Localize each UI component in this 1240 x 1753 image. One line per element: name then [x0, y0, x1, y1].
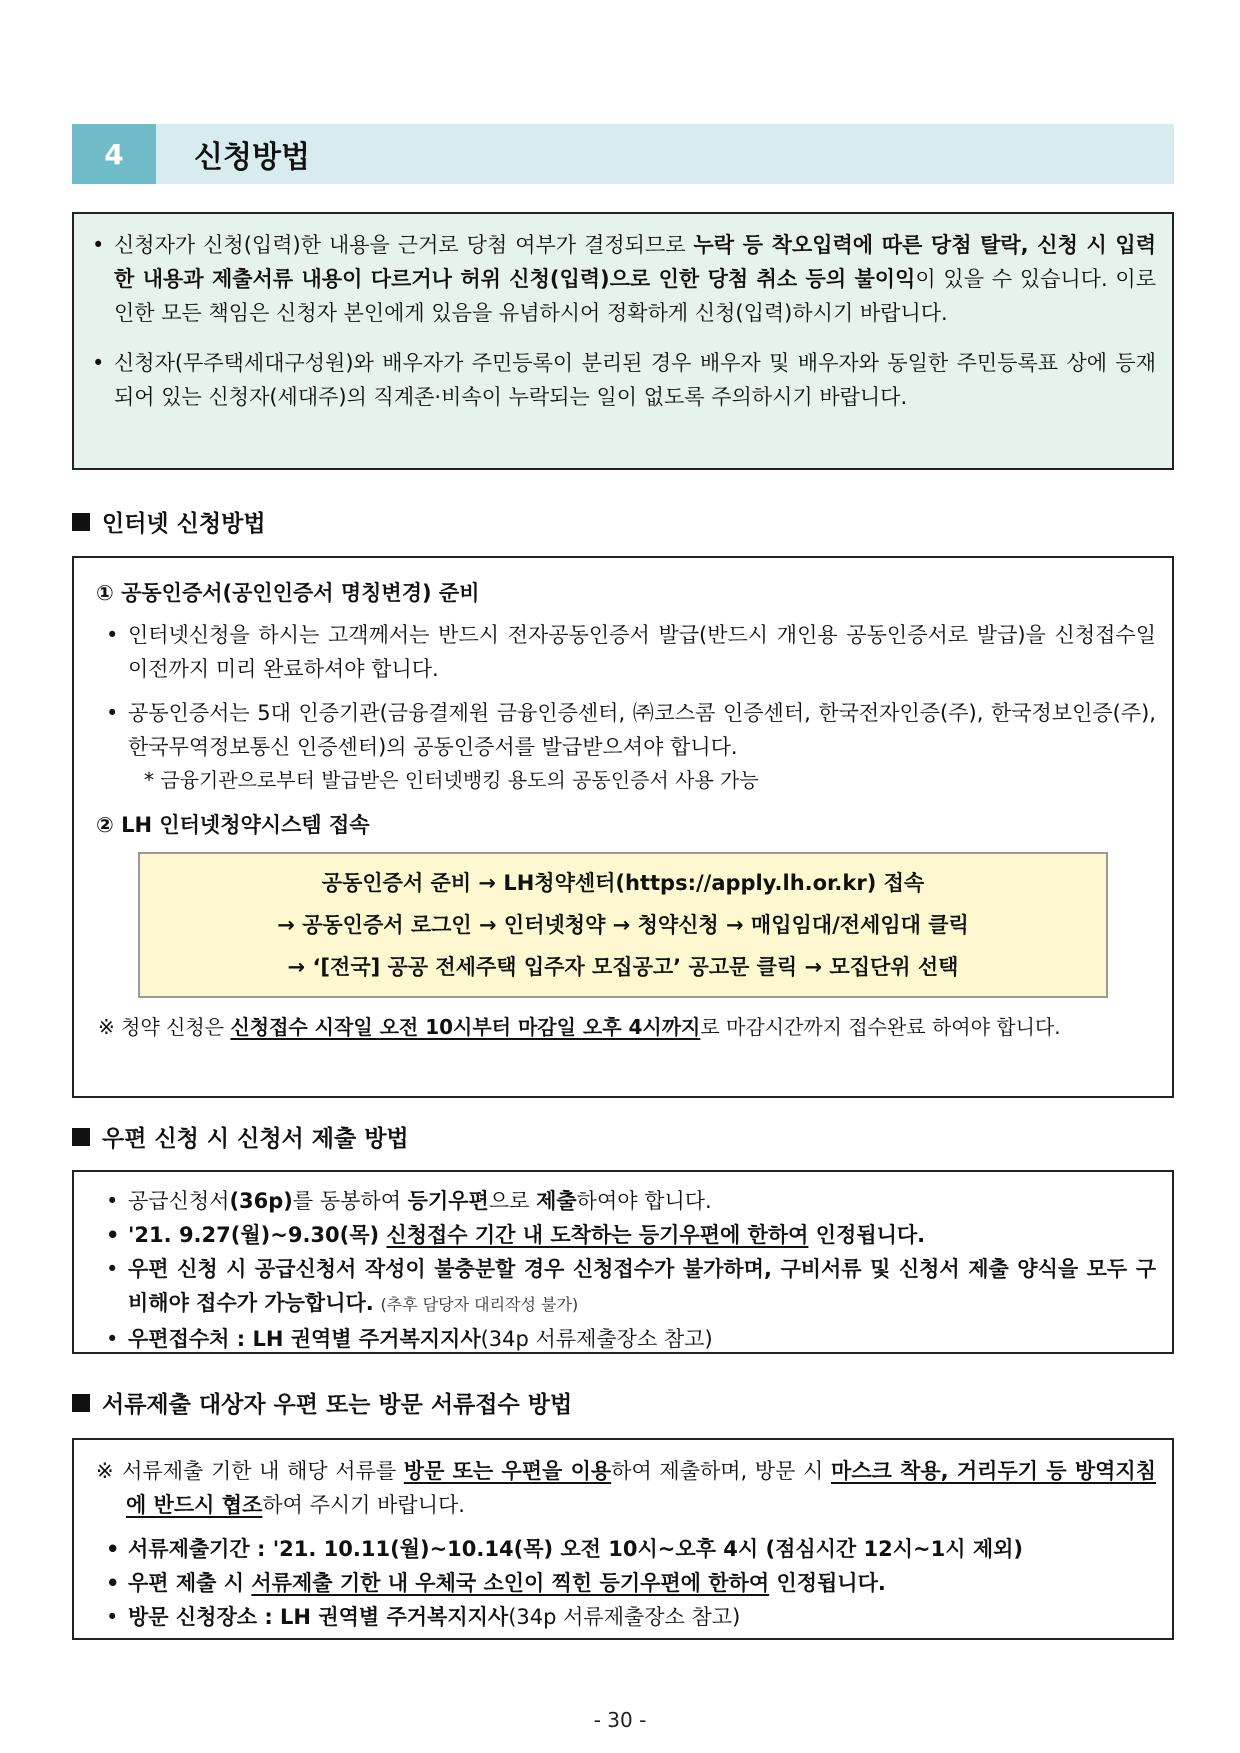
step-1-bullet-2: • 공동인증서는 5대 인증기관(금융결제원 금융인증센터, ㈜코스콤 인증센터, 한국전자인증(주), 한국정보인증(주), 한국무역정보통신 인증센터)의 공동인증서를 발급받으셔야 합니다.: [102, 696, 1156, 764]
docs-bullet-2: • 우편 제출 시 서류제출 기한 내 우체국 소인이 찍힌 등기우편에 한하여 인정됩니다.: [102, 1566, 1156, 1600]
step-1-heading: ① 공동인증서(공인인증서 명칭변경) 준비: [96, 581, 480, 605]
flow-line-3: → ‘[전국] 공공 전세주택 입주자 모집공고’ 공고문 클릭 → 모집단위 선택: [287, 955, 959, 979]
mail-box: [72, 1170, 1174, 1354]
mail-bullet-3: • 우편 신청 시 공급신청서 작성이 불충분할 경우 신청접수가 불가하며, 구비서류 및 신청서 제출 양식을 모두 구비해야 접수가 가능합니다. (추후 담당자 대리작성 불가): [102, 1252, 1156, 1322]
mail-heading: 우편 신청 시 신청서 제출 방법: [72, 1120, 409, 1153]
notice-bullet-2: • 신청자(무주택세대구성원)와 배우자가 주민등록이 분리된 경우 배우자 및 배우자와 동일한 주민등록표 상에 등재되어 있는 신청자(세대주)의 직계존·비속이 누락되는 일이 없도록 주의하시기 바랍니다.: [88, 346, 1156, 414]
square-bullet-icon: [72, 1128, 90, 1146]
flow-box: [138, 852, 1108, 998]
internet-heading: 인터넷 신청방법: [72, 505, 266, 538]
flow-line-2: → 공동인증서 로그인 → 인터넷청약 → 청약신청 → 매입임대/전세임대 클릭: [277, 913, 969, 937]
docs-note: ※ 서류제출 기한 내 해당 서류를 방문 또는 우편을 이용하여 제출하며, 방문 시 마스크 착용, 거리두기 등 방역지침에 반드시 협조하여 주시기 바랍니다.: [96, 1459, 1156, 1517]
step-1-bullet-1: • 인터넷신청을 하시는 고객께서는 반드시 전자공동인증서 발급(반드시 개인용 공동인증서로 발급)을 신청접수일 이전까지 미리 완료하셔야 합니다.: [102, 618, 1156, 686]
page-number: - 30 -: [593, 1708, 647, 1732]
section-header: [72, 124, 1174, 184]
flow-line-1: 공동인증서 준비 → LH청약센터(https://apply.lh.or.kr) 접속: [321, 871, 925, 895]
step-1-note: * 금융기관으로부터 발급받은 인터넷뱅킹 용도의 공동인증서 사용 가능: [144, 768, 759, 792]
mail-bullet-4: • 우편접수처 : LH 권역별 주거복지지사(34p 서류제출장소 참고): [102, 1322, 1156, 1356]
internet-box: [72, 556, 1174, 1098]
docs-heading: 서류제출 대상자 우편 또는 방문 서류접수 방법: [72, 1386, 572, 1419]
deadline-note: ※ 청약 신청은 신청접수 시작일 오전 10시부터 마감일 오후 4시까지로 마감시간까지 접수완료 하여야 합니다.: [98, 1015, 1061, 1039]
docs-bullet-3: • 방문 신청장소 : LH 권역별 주거복지지사(34p 서류제출장소 참고): [102, 1600, 1156, 1634]
square-bullet-icon: [72, 513, 90, 531]
docs-box: [72, 1438, 1174, 1640]
square-bullet-icon: [72, 1394, 90, 1412]
notice-box: [72, 212, 1174, 470]
mail-bullet-1: • 공급신청서(36p)를 동봉하여 등기우편으로 제출하여야 합니다.: [102, 1184, 1156, 1218]
section-number: 4: [72, 124, 156, 184]
step-2-heading: ② LH 인터넷청약시스템 접속: [96, 813, 370, 837]
section-title: 신청방법: [194, 140, 310, 175]
notice-bullet-1: • 신청자가 신청(입력)한 내용을 근거로 당첨 여부가 결정되므로 누락 등 착오입력에 따른 당첨 탈락, 신청 시 입력한 내용과 제출서류 내용이 다르거나 허위 신청(입력)으로 인한 당첨 취소 등의 불이익이 있을 수 있습니다. 이로 인한 모든 책임은 신청자 본인에게 있음을 유념하시어 정확하게 신청(입력)하시기 바랍니다.: [88, 228, 1156, 330]
docs-bullet-1: • 서류제출기간 : '21. 10.11(월)~10.14(목) 오전 10시~오후 4시 (점심시간 12시~1시 제외): [102, 1532, 1156, 1566]
mail-bullet-2: • '21. 9.27(월)~9.30(목) 신청접수 기간 내 도착하는 등기우편에 한하여 인정됩니다.: [102, 1218, 1156, 1252]
